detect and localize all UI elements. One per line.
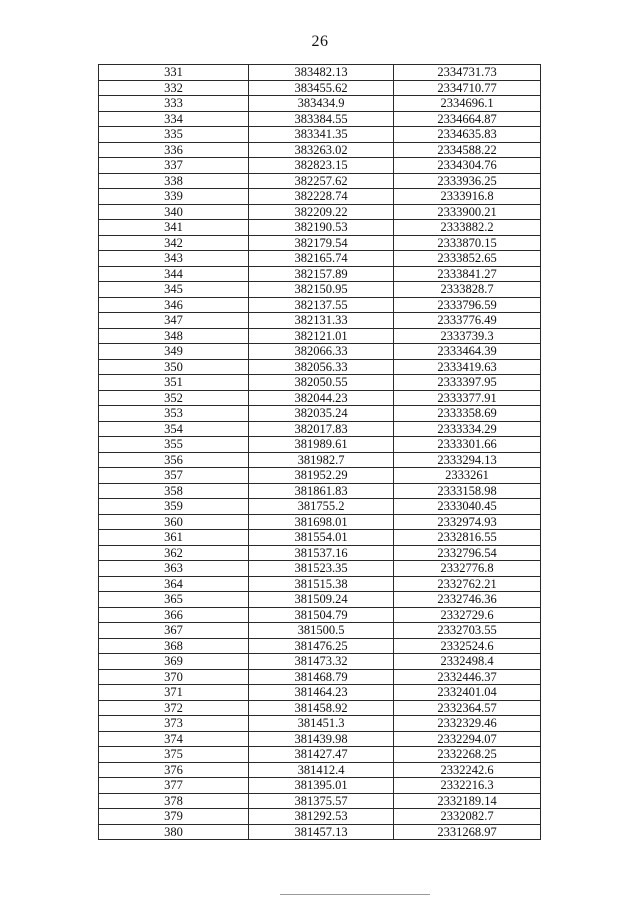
- x-coordinate-cell: 381509.24: [249, 592, 394, 608]
- x-coordinate-cell: 381375.57: [249, 793, 394, 809]
- table-row: [99, 328, 541, 344]
- y-coordinate-cell: 2332189.14: [394, 793, 541, 809]
- table-row: [99, 468, 541, 484]
- x-coordinate-cell: 383263.02: [249, 142, 394, 158]
- point-number-cell: 344: [99, 266, 249, 282]
- x-coordinate-cell: 382066.33: [249, 344, 394, 360]
- point-number-cell: 342: [99, 235, 249, 251]
- point-number-cell: 370: [99, 669, 249, 685]
- table-row: [99, 220, 541, 236]
- table-row: [99, 421, 541, 437]
- point-number-cell: 360: [99, 514, 249, 530]
- x-coordinate-cell: 381755.2: [249, 499, 394, 515]
- point-number-cell: 334: [99, 111, 249, 127]
- x-coordinate-cell: 382150.95: [249, 282, 394, 298]
- point-number-cell: 356: [99, 452, 249, 468]
- x-coordinate-cell: 382257.62: [249, 173, 394, 189]
- table-row: [99, 731, 541, 747]
- table-row: [99, 530, 541, 546]
- y-coordinate-cell: 2332746.36: [394, 592, 541, 608]
- y-coordinate-cell: 2334635.83: [394, 127, 541, 143]
- x-coordinate-cell: 381439.98: [249, 731, 394, 747]
- x-coordinate-cell: 381861.83: [249, 483, 394, 499]
- point-number-cell: 355: [99, 437, 249, 453]
- point-number-cell: 354: [99, 421, 249, 437]
- table-row: [99, 747, 541, 763]
- table-row: [99, 65, 541, 81]
- y-coordinate-cell: 2333419.63: [394, 359, 541, 375]
- coordinates-table: [98, 64, 541, 840]
- point-number-cell: 347: [99, 313, 249, 329]
- table-row: [99, 669, 541, 685]
- y-coordinate-cell: 2333796.59: [394, 297, 541, 313]
- table-row: [99, 638, 541, 654]
- point-number-cell: 346: [99, 297, 249, 313]
- x-coordinate-cell: 382121.01: [249, 328, 394, 344]
- y-coordinate-cell: 2332816.55: [394, 530, 541, 546]
- table-row: [99, 437, 541, 453]
- x-coordinate-cell: 382131.33: [249, 313, 394, 329]
- y-coordinate-cell: 2334588.22: [394, 142, 541, 158]
- table-row: [99, 685, 541, 701]
- y-coordinate-cell: 2333916.8: [394, 189, 541, 205]
- y-coordinate-cell: 2333852.65: [394, 251, 541, 267]
- point-number-cell: 339: [99, 189, 249, 205]
- x-coordinate-cell: 382190.53: [249, 220, 394, 236]
- table-row: [99, 452, 541, 468]
- y-coordinate-cell: 2333294.13: [394, 452, 541, 468]
- y-coordinate-cell: 2332524.6: [394, 638, 541, 654]
- point-number-cell: 341: [99, 220, 249, 236]
- x-coordinate-cell: 383341.35: [249, 127, 394, 143]
- y-coordinate-cell: 2333900.21: [394, 204, 541, 220]
- table-row: [99, 173, 541, 189]
- x-coordinate-cell: 381523.35: [249, 561, 394, 577]
- x-coordinate-cell: 381473.32: [249, 654, 394, 670]
- table-row: [99, 344, 541, 360]
- table-row: [99, 716, 541, 732]
- y-coordinate-cell: 2334731.73: [394, 65, 541, 81]
- point-number-cell: 343: [99, 251, 249, 267]
- y-coordinate-cell: 2332796.54: [394, 545, 541, 561]
- point-number-cell: 358: [99, 483, 249, 499]
- table-row: [99, 561, 541, 577]
- y-coordinate-cell: 2334696.1: [394, 96, 541, 112]
- point-number-cell: 374: [99, 731, 249, 747]
- x-coordinate-cell: 382137.55: [249, 297, 394, 313]
- y-coordinate-cell: 2332498.4: [394, 654, 541, 670]
- x-coordinate-cell: 381982.7: [249, 452, 394, 468]
- table-row: [99, 204, 541, 220]
- table-row: [99, 390, 541, 406]
- x-coordinate-cell: 381537.16: [249, 545, 394, 561]
- y-coordinate-cell: 2332294.07: [394, 731, 541, 747]
- table-row: [99, 654, 541, 670]
- y-coordinate-cell: 2332776.8: [394, 561, 541, 577]
- x-coordinate-cell: 381395.01: [249, 778, 394, 794]
- y-coordinate-cell: 2334304.76: [394, 158, 541, 174]
- x-coordinate-cell: 381504.79: [249, 607, 394, 623]
- x-coordinate-cell: 381458.92: [249, 700, 394, 716]
- x-coordinate-cell: 382035.24: [249, 406, 394, 422]
- x-coordinate-cell: 381952.29: [249, 468, 394, 484]
- x-coordinate-cell: 382823.15: [249, 158, 394, 174]
- table-row: [99, 282, 541, 298]
- y-coordinate-cell: 2333301.66: [394, 437, 541, 453]
- y-coordinate-cell: 2333870.15: [394, 235, 541, 251]
- x-coordinate-cell: 381698.01: [249, 514, 394, 530]
- point-number-cell: 361: [99, 530, 249, 546]
- y-coordinate-cell: 2333377.91: [394, 390, 541, 406]
- table-row: [99, 607, 541, 623]
- point-number-cell: 372: [99, 700, 249, 716]
- y-coordinate-cell: 2332703.55: [394, 623, 541, 639]
- x-coordinate-cell: 382209.22: [249, 204, 394, 220]
- table-row: [99, 700, 541, 716]
- x-coordinate-cell: 381464.23: [249, 685, 394, 701]
- table-row: [99, 266, 541, 282]
- point-number-cell: 348: [99, 328, 249, 344]
- y-coordinate-cell: 2332216.3: [394, 778, 541, 794]
- table-row: [99, 189, 541, 205]
- y-coordinate-cell: 2332364.57: [394, 700, 541, 716]
- table-row: [99, 235, 541, 251]
- x-coordinate-cell: 382044.23: [249, 390, 394, 406]
- x-coordinate-cell: 382165.74: [249, 251, 394, 267]
- y-coordinate-cell: 2333776.49: [394, 313, 541, 329]
- y-coordinate-cell: 2331268.97: [394, 824, 541, 840]
- y-coordinate-cell: 2333936.25: [394, 173, 541, 189]
- table-row: [99, 359, 541, 375]
- point-number-cell: 353: [99, 406, 249, 422]
- point-number-cell: 380: [99, 824, 249, 840]
- y-coordinate-cell: 2333464.39: [394, 344, 541, 360]
- y-coordinate-cell: 2332729.6: [394, 607, 541, 623]
- y-coordinate-cell: 2333334.29: [394, 421, 541, 437]
- y-coordinate-cell: 2333358.69: [394, 406, 541, 422]
- y-coordinate-cell: 2333739.3: [394, 328, 541, 344]
- x-coordinate-cell: 381468.79: [249, 669, 394, 685]
- point-number-cell: 350: [99, 359, 249, 375]
- y-coordinate-cell: 2332401.04: [394, 685, 541, 701]
- x-coordinate-cell: 382056.33: [249, 359, 394, 375]
- point-number-cell: 364: [99, 576, 249, 592]
- table-row: [99, 111, 541, 127]
- point-number-cell: 367: [99, 623, 249, 639]
- table-row: [99, 127, 541, 143]
- y-coordinate-cell: 2334664.87: [394, 111, 541, 127]
- y-coordinate-cell: 2333828.7: [394, 282, 541, 298]
- point-number-cell: 362: [99, 545, 249, 561]
- y-coordinate-cell: 2333397.95: [394, 375, 541, 391]
- y-coordinate-cell: 2333158.98: [394, 483, 541, 499]
- y-coordinate-cell: 2332268.25: [394, 747, 541, 763]
- table-row: [99, 80, 541, 96]
- x-coordinate-cell: 383455.62: [249, 80, 394, 96]
- table-row: [99, 158, 541, 174]
- point-number-cell: 336: [99, 142, 249, 158]
- x-coordinate-cell: 381500.5: [249, 623, 394, 639]
- table-row: [99, 793, 541, 809]
- point-number-cell: 366: [99, 607, 249, 623]
- table-row: [99, 545, 541, 561]
- point-number-cell: 357: [99, 468, 249, 484]
- point-number-cell: 340: [99, 204, 249, 220]
- y-coordinate-cell: 2332446.37: [394, 669, 541, 685]
- table-row: [99, 514, 541, 530]
- point-number-cell: 338: [99, 173, 249, 189]
- x-coordinate-cell: 382157.89: [249, 266, 394, 282]
- x-coordinate-cell: 383482.13: [249, 65, 394, 81]
- coordinates-table-body: [99, 65, 541, 840]
- table-row: [99, 762, 541, 778]
- point-number-cell: 376: [99, 762, 249, 778]
- point-number-cell: 369: [99, 654, 249, 670]
- x-coordinate-cell: 381457.13: [249, 824, 394, 840]
- point-number-cell: 378: [99, 793, 249, 809]
- x-coordinate-cell: 381292.53: [249, 809, 394, 825]
- y-coordinate-cell: 2333882.2: [394, 220, 541, 236]
- point-number-cell: 365: [99, 592, 249, 608]
- x-coordinate-cell: 382179.54: [249, 235, 394, 251]
- point-number-cell: 368: [99, 638, 249, 654]
- x-coordinate-cell: 381554.01: [249, 530, 394, 546]
- point-number-cell: 331: [99, 65, 249, 81]
- point-number-cell: 377: [99, 778, 249, 794]
- y-coordinate-cell: 2334710.77: [394, 80, 541, 96]
- x-coordinate-cell: 382050.55: [249, 375, 394, 391]
- table-row: [99, 592, 541, 608]
- x-coordinate-cell: 381451.3: [249, 716, 394, 732]
- table-row: [99, 623, 541, 639]
- y-coordinate-cell: 2332242.6: [394, 762, 541, 778]
- point-number-cell: 371: [99, 685, 249, 701]
- table-row: [99, 96, 541, 112]
- table-row: [99, 406, 541, 422]
- point-number-cell: 333: [99, 96, 249, 112]
- point-number-cell: 332: [99, 80, 249, 96]
- y-coordinate-cell: 2332082.7: [394, 809, 541, 825]
- y-coordinate-cell: 2333261: [394, 468, 541, 484]
- table-row: [99, 375, 541, 391]
- point-number-cell: 335: [99, 127, 249, 143]
- x-coordinate-cell: 382017.83: [249, 421, 394, 437]
- table-row: [99, 483, 541, 499]
- y-coordinate-cell: 2332329.46: [394, 716, 541, 732]
- x-coordinate-cell: 383434.9: [249, 96, 394, 112]
- page-number: 26: [311, 33, 329, 50]
- point-number-cell: 375: [99, 747, 249, 763]
- point-number-cell: 373: [99, 716, 249, 732]
- table-row: [99, 313, 541, 329]
- y-coordinate-cell: 2332974.93: [394, 514, 541, 530]
- table-row: [99, 297, 541, 313]
- table-row: [99, 499, 541, 515]
- point-number-cell: 363: [99, 561, 249, 577]
- point-number-cell: 349: [99, 344, 249, 360]
- x-coordinate-cell: 381412.4: [249, 762, 394, 778]
- bottom-divider: [280, 894, 430, 895]
- x-coordinate-cell: 383384.55: [249, 111, 394, 127]
- point-number-cell: 337: [99, 158, 249, 174]
- table-row: [99, 142, 541, 158]
- point-number-cell: 359: [99, 499, 249, 515]
- table-row: [99, 251, 541, 267]
- table-row: [99, 778, 541, 794]
- y-coordinate-cell: 2333841.27: [394, 266, 541, 282]
- y-coordinate-cell: 2333040.45: [394, 499, 541, 515]
- x-coordinate-cell: 381476.25: [249, 638, 394, 654]
- table-row: [99, 809, 541, 825]
- y-coordinate-cell: 2332762.21: [394, 576, 541, 592]
- x-coordinate-cell: 381427.47: [249, 747, 394, 763]
- point-number-cell: 379: [99, 809, 249, 825]
- x-coordinate-cell: 381515.38: [249, 576, 394, 592]
- point-number-cell: 351: [99, 375, 249, 391]
- table-row: [99, 576, 541, 592]
- table-row: [99, 824, 541, 840]
- x-coordinate-cell: 382228.74: [249, 189, 394, 205]
- point-number-cell: 345: [99, 282, 249, 298]
- x-coordinate-cell: 381989.61: [249, 437, 394, 453]
- point-number-cell: 352: [99, 390, 249, 406]
